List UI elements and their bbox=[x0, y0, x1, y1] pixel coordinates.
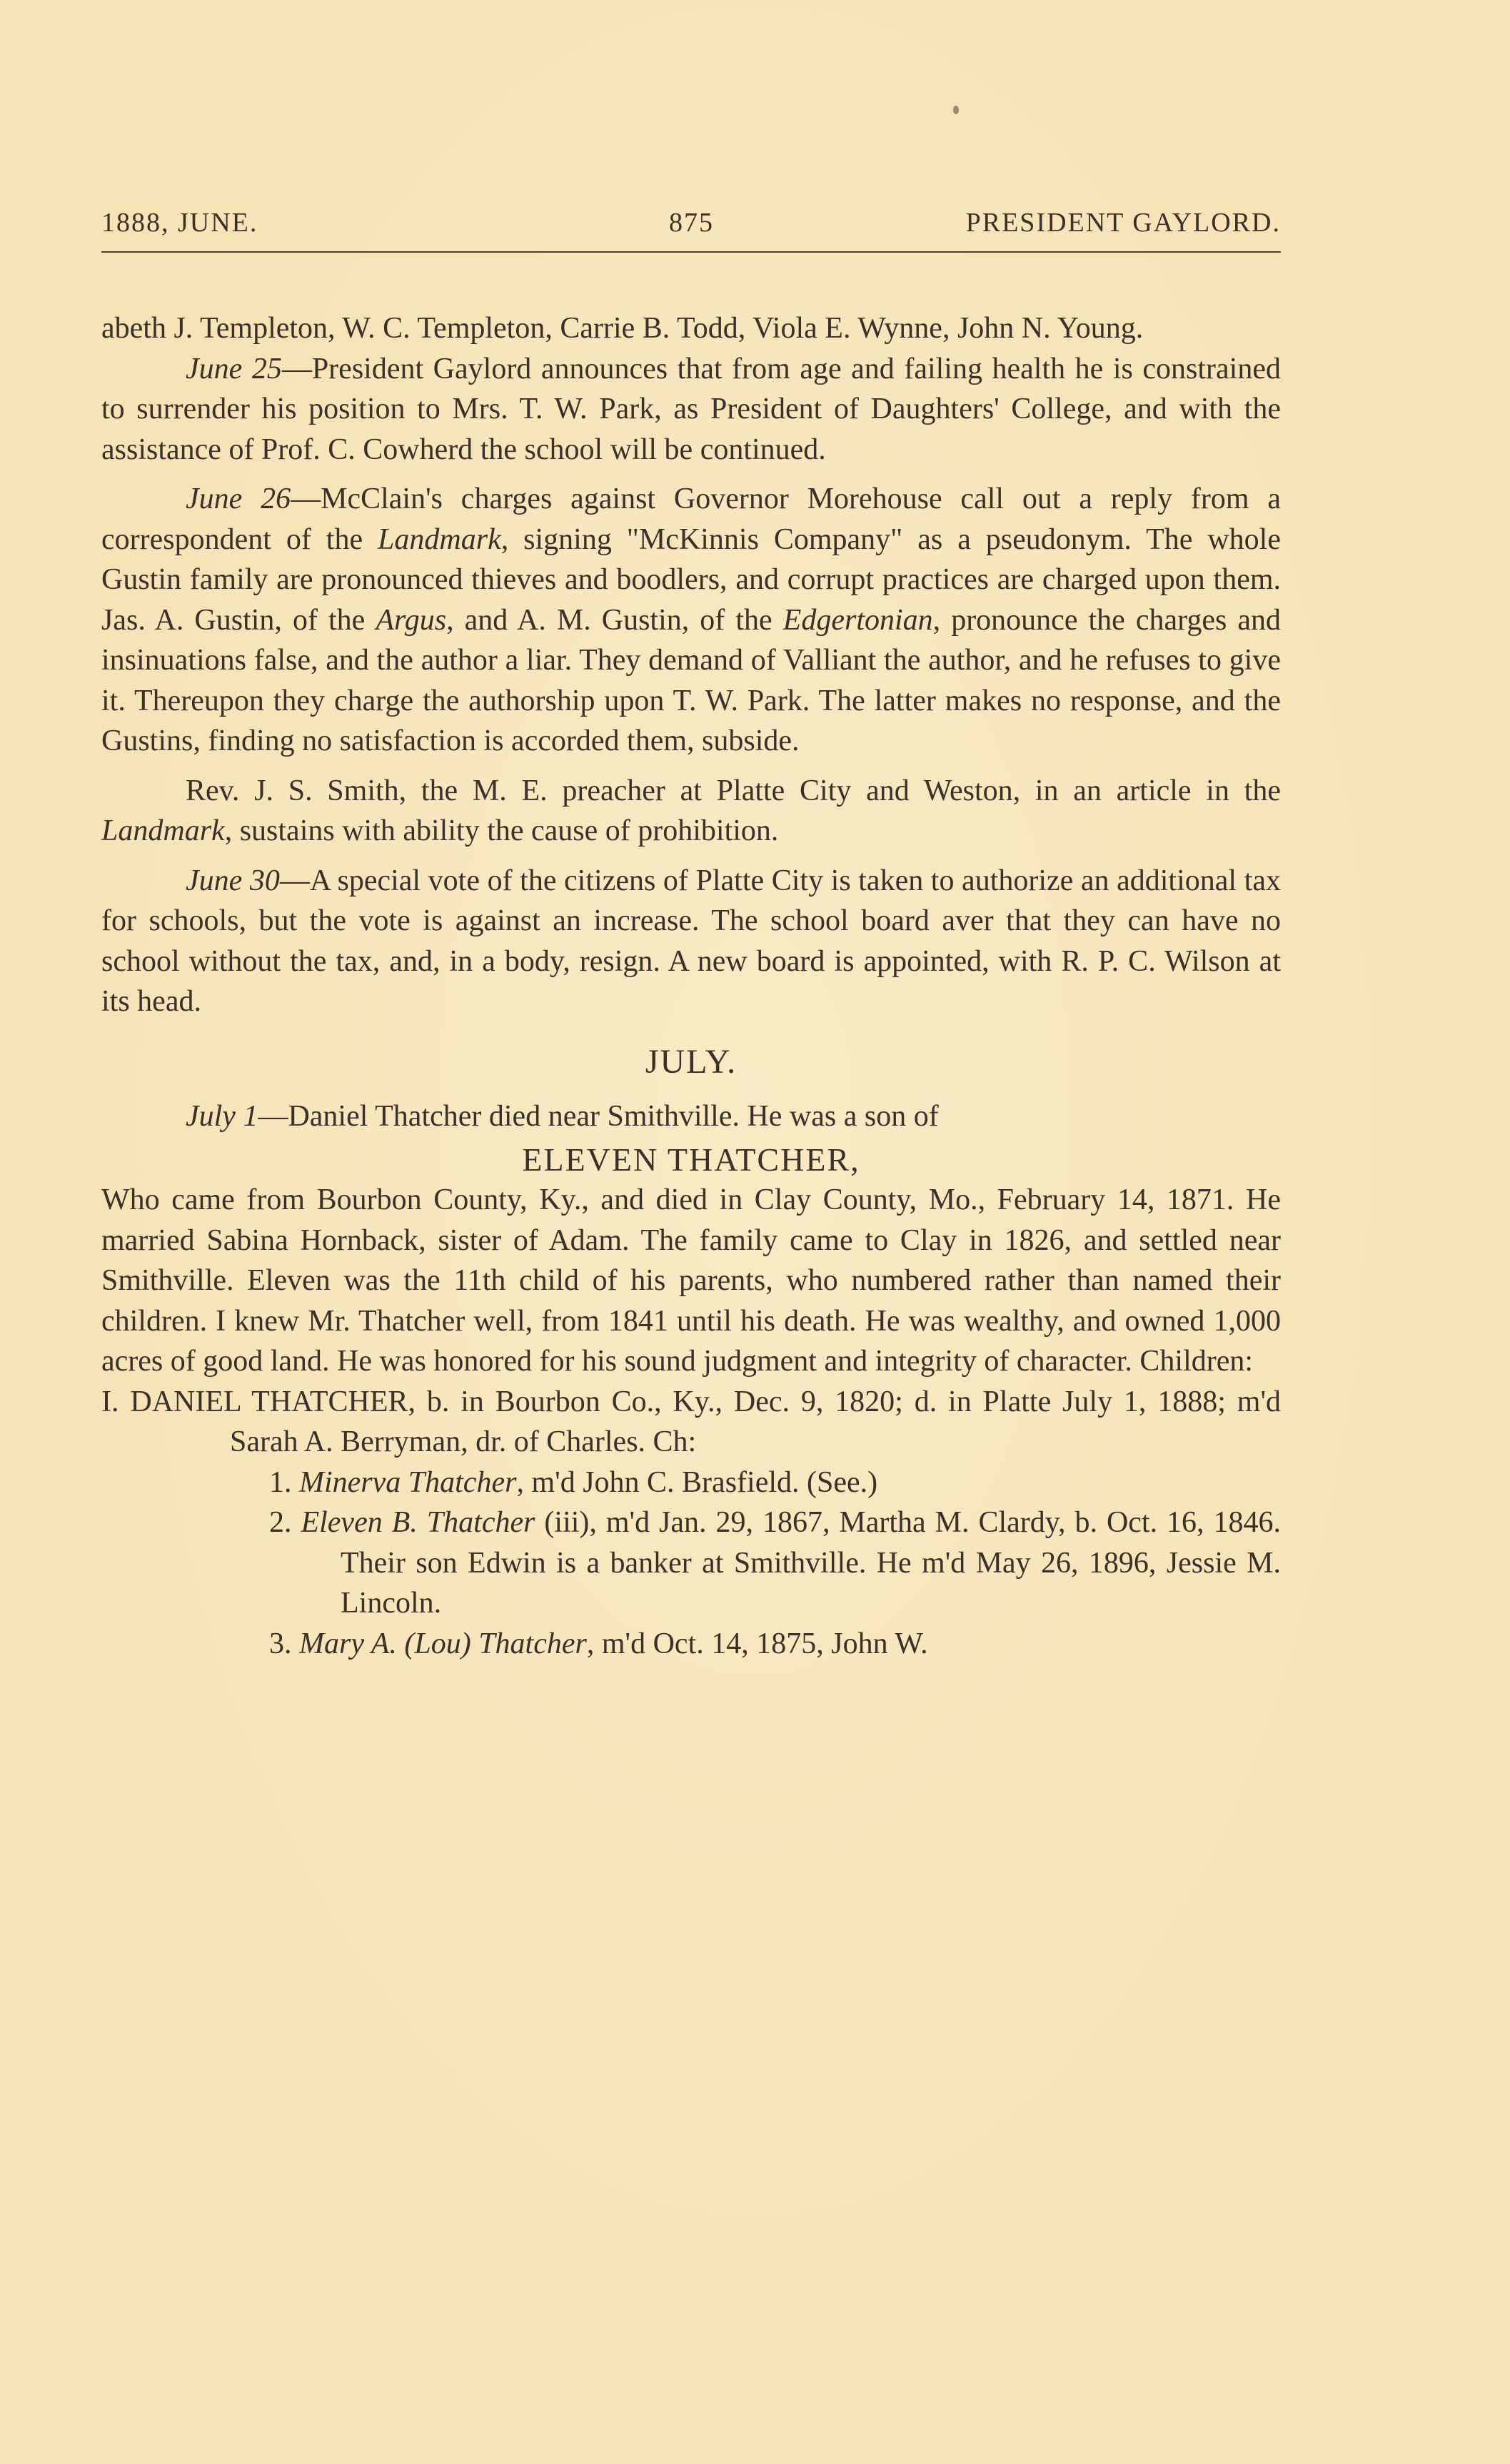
page-number: 875 bbox=[669, 208, 714, 238]
entry-text: —Daniel Thatcher died near Smithville. He was a son of bbox=[258, 1100, 939, 1133]
grandchild-text: , m'd Oct. 14, 1875, John W. bbox=[586, 1627, 928, 1660]
entry-text: , pronounce the charges and insinuations false, and the author a liar. They demand of Valliant the author, and he refuses to give it. Thereupon they charge the authorship upon T. W. Park. The latter makes no response, and the Gustins, finding no satisfaction is accorded them, subside. bbox=[101, 603, 1282, 757]
grandchild-number: 3. bbox=[269, 1627, 292, 1660]
entry-june-25 bbox=[101, 349, 1281, 470]
entry-text: Rev. J. S. Smith, the M. E. preacher at Platte City and Weston, in an article in the bbox=[186, 774, 1281, 807]
newspaper-title: Landmark bbox=[378, 522, 501, 556]
newspaper-title: Edgertonian bbox=[782, 603, 933, 637]
entry-text: —A special vote of the citizens of Platte City is taken to authorize an additional tax for schools, but the vote is against an increase. The school board aver that they can have no school without the tax, and, in a body, resign. A new board is appointed, with R. P. C. Wilson at its head. bbox=[101, 864, 1281, 1018]
grandchild-entry bbox=[101, 1503, 1281, 1624]
body-text bbox=[101, 308, 1281, 1664]
entry-june-26 bbox=[101, 479, 1281, 762]
entry-smith bbox=[101, 771, 1281, 852]
grandchild-number: 1. bbox=[269, 1465, 292, 1499]
biography-paragraph: Who came from Bourbon County, Ky., and died in Clay County, Mo., February 14, 1871. He married Sabina Hornback, sister of Adam. The family came to Clay in 1826, and settled near Smithville. Eleven was the 11th child of his parents, who numbered rather than named their children. I knew Mr. Thatcher well, from 1841 until his death. He was wealthy, and owned 1,000 acres of good land. He was honored for his sound judgment and integrity of character. Children: bbox=[101, 1183, 1281, 1378]
header-rule bbox=[101, 251, 1281, 253]
month-heading: JULY. bbox=[645, 1042, 738, 1081]
person-heading: ELEVEN THATCHER, bbox=[522, 1141, 860, 1178]
grandchild-name: Minerva Thatcher bbox=[299, 1465, 517, 1499]
entry-date: June 30 bbox=[186, 864, 280, 897]
grandchild-text: (iii), m'd Jan. 29, 1867, Martha M. Clardy, b. Oct. 16, 1846. Their son Edwin is a banker at Smithville. He m'd May 26, 1896, Jessie M. Lincoln. bbox=[341, 1506, 1282, 1620]
grandchild-text: , m'd John C. Brasfield. (See.) bbox=[516, 1465, 878, 1499]
grandchild-number: 2. bbox=[269, 1506, 292, 1539]
child-number: I. bbox=[101, 1385, 119, 1418]
newspaper-title: Landmark bbox=[101, 814, 225, 847]
grandchild-entry bbox=[101, 1463, 1281, 1503]
entry-date: June 25 bbox=[186, 352, 282, 385]
child-text: DANIEL THATCHER, b. in Bourbon Co., Ky., Dec. 9, 1820; d. in Platte July 1, 1888; m'd Sarah A. Berryman, dr. of Charles. Ch: bbox=[130, 1385, 1282, 1458]
entry-text: —McClain's charges against Governor Morehouse call out a reply from a correspondent of the bbox=[101, 483, 1281, 556]
grandchild-name: Mary A. (Lou) Thatcher bbox=[299, 1627, 587, 1660]
newspaper-title: Argus bbox=[376, 603, 447, 637]
child-entry bbox=[101, 1382, 1281, 1463]
entry-text: , signing "McKinnis Company" as a pseudonym. The whole Gustin family are pronounced thieves and boodlers, and corrupt practices are charged upon them. Jas. A. Gustin, of the bbox=[101, 522, 1281, 637]
grandchild-entry bbox=[101, 1624, 1281, 1665]
ink-speck bbox=[953, 106, 959, 114]
continued-paragraph: abeth J. Templeton, W. C. Templeton, Carrie B. Todd, Viola E. Wynne, John N. Young. bbox=[101, 312, 1144, 345]
entry-july-1 bbox=[101, 1096, 1281, 1137]
grandchild-name: Eleven B. Thatcher bbox=[301, 1506, 535, 1539]
running-head-title: PRESIDENT GAYLORD. bbox=[965, 208, 1281, 238]
entry-text: —President Gaylord announces that from age and failing health he is constrained to surrender his position to Mrs. T. W. Park, as President of Daughters' College, and with the assistance of Prof. C. Cowherd the school will be continued. bbox=[101, 352, 1281, 466]
running-head bbox=[101, 207, 1281, 250]
entry-date: June 26 bbox=[186, 483, 291, 515]
entry-text: , sustains with ability the cause of prohibition. bbox=[224, 814, 779, 847]
entry-june-30 bbox=[101, 861, 1281, 1022]
entry-date: July 1 bbox=[186, 1100, 258, 1133]
running-head-date: 1888, JUNE. bbox=[101, 208, 258, 238]
entry-text: , and A. M. Gustin, of the bbox=[446, 603, 783, 637]
